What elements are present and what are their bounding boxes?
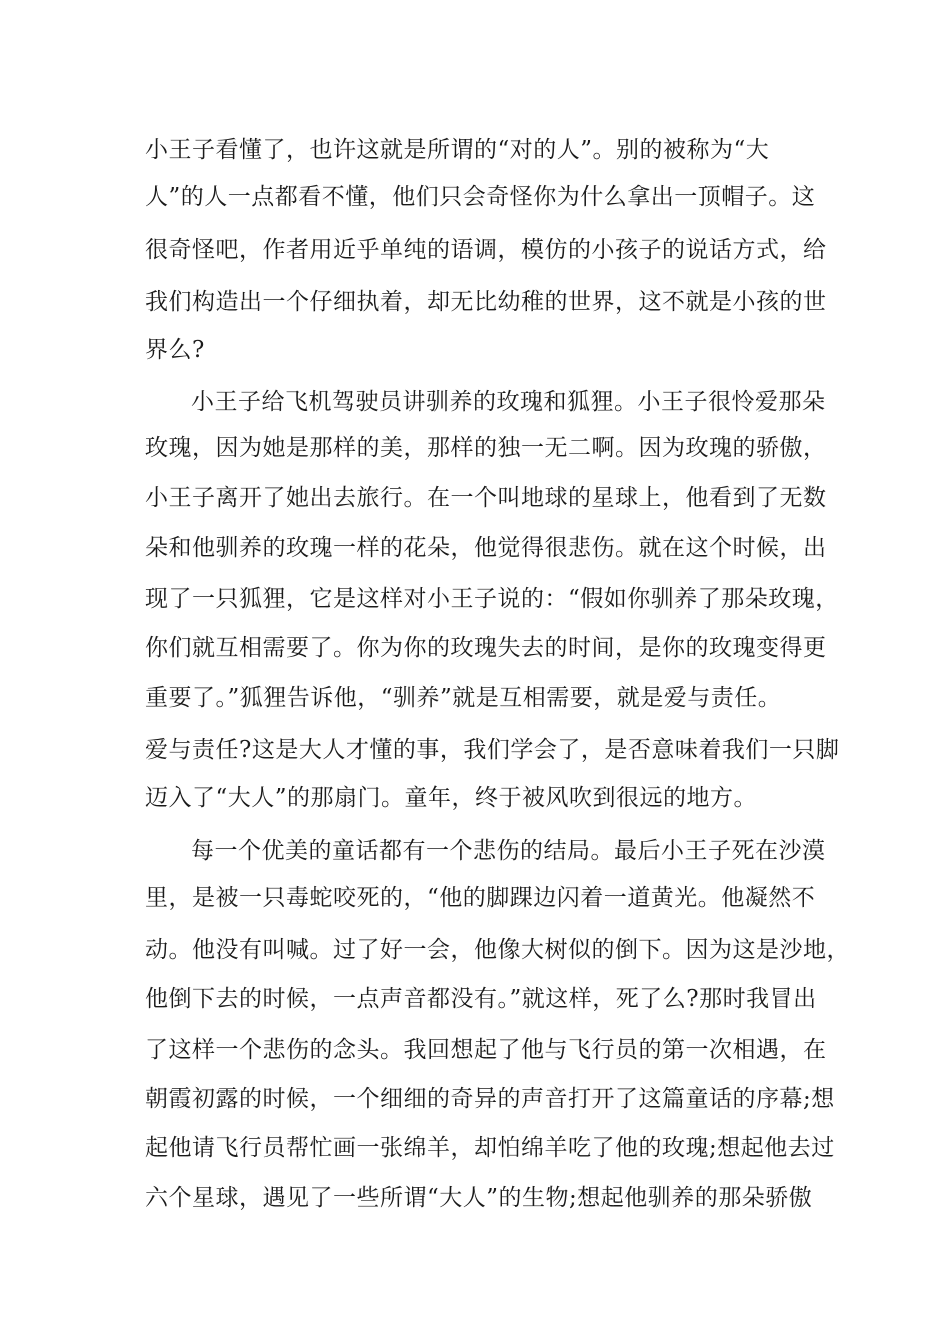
text-line: 界么? — [145, 337, 205, 363]
text-line: 重要了。”狐狸告诉他，“驯养”就是互相需要，就是爱与责任。 — [145, 685, 782, 711]
text-line: 起他请飞行员帮忙画一张绵羊，却怕绵羊吃了他的玫瑰;想起他去过 — [145, 1135, 835, 1161]
text-line: 迈入了“大人”的那扇门。童年，终于被风吹到很远的地方。 — [145, 785, 758, 811]
text-line: 小王子离开了她出去旅行。在一个叫地球的星球上，他看到了无数 — [145, 485, 827, 511]
text-line: 玫瑰，因为她是那样的美，那样的独一无二啊。因为玫瑰的骄傲， — [145, 435, 827, 461]
text-line: 朵和他驯养的玫瑰一样的花朵，他觉得很悲伤。就在这个时候，出 — [145, 535, 827, 561]
text-line: 人”的人一点都看不懂，他们只会奇怪你为什么拿出一顶帽子。这 — [145, 184, 816, 210]
text-line: 现了一只狐狸，它是这样对小王子说的：“假如你驯养了那朵玫瑰， — [145, 586, 839, 612]
text-line: 我们构造出一个仔细执着，却无比幼稚的世界，这不就是小孩的世 — [145, 289, 827, 315]
text-line: 爱与责任?这是大人才懂的事，我们学会了，是否意味着我们一只脚 — [145, 737, 840, 763]
text-line: 里，是被一只毒蛇咬死的，“他的脚踝边闪着一道黄光。他凝然不 — [145, 885, 816, 911]
text-line: 朝霞初露的时候，一个细细的奇异的声音打开了这篇童话的序幕;想 — [145, 1086, 835, 1112]
paragraph-first-line: 每一个优美的童话都有一个悲伤的结局。最后小王子死在沙漠 — [191, 838, 826, 864]
paragraph-first-line: 小王子给飞机驾驶员讲驯养的玫瑰和狐狸。小王子很怜爱那朵 — [191, 389, 826, 415]
text-line: 你们就互相需要了。你为你的玫瑰失去的时间，是你的玫瑰变得更 — [145, 635, 827, 661]
text-line: 很奇怪吧，作者用近乎单纯的语调，模仿的小孩子的说话方式，给 — [145, 237, 827, 263]
text-line: 他倒下去的时候，一点声音都没有。”就这样，死了么?那时我冒出 — [145, 986, 817, 1012]
text-line: 了这样一个悲伤的念头。我回想起了他与飞行员的第一次相遇，在 — [145, 1037, 827, 1063]
text-line: 动。他没有叫喊。过了好一会，他像大树似的倒下。因为这是沙地， — [145, 937, 850, 963]
text-line: 六个星球，遇见了一些所谓“大人”的生物;想起他驯养的那朵骄傲 — [145, 1185, 813, 1211]
text-line: 小王子看懂了，也许这就是所谓的“对的人”。别的被称为“大 — [145, 137, 770, 163]
